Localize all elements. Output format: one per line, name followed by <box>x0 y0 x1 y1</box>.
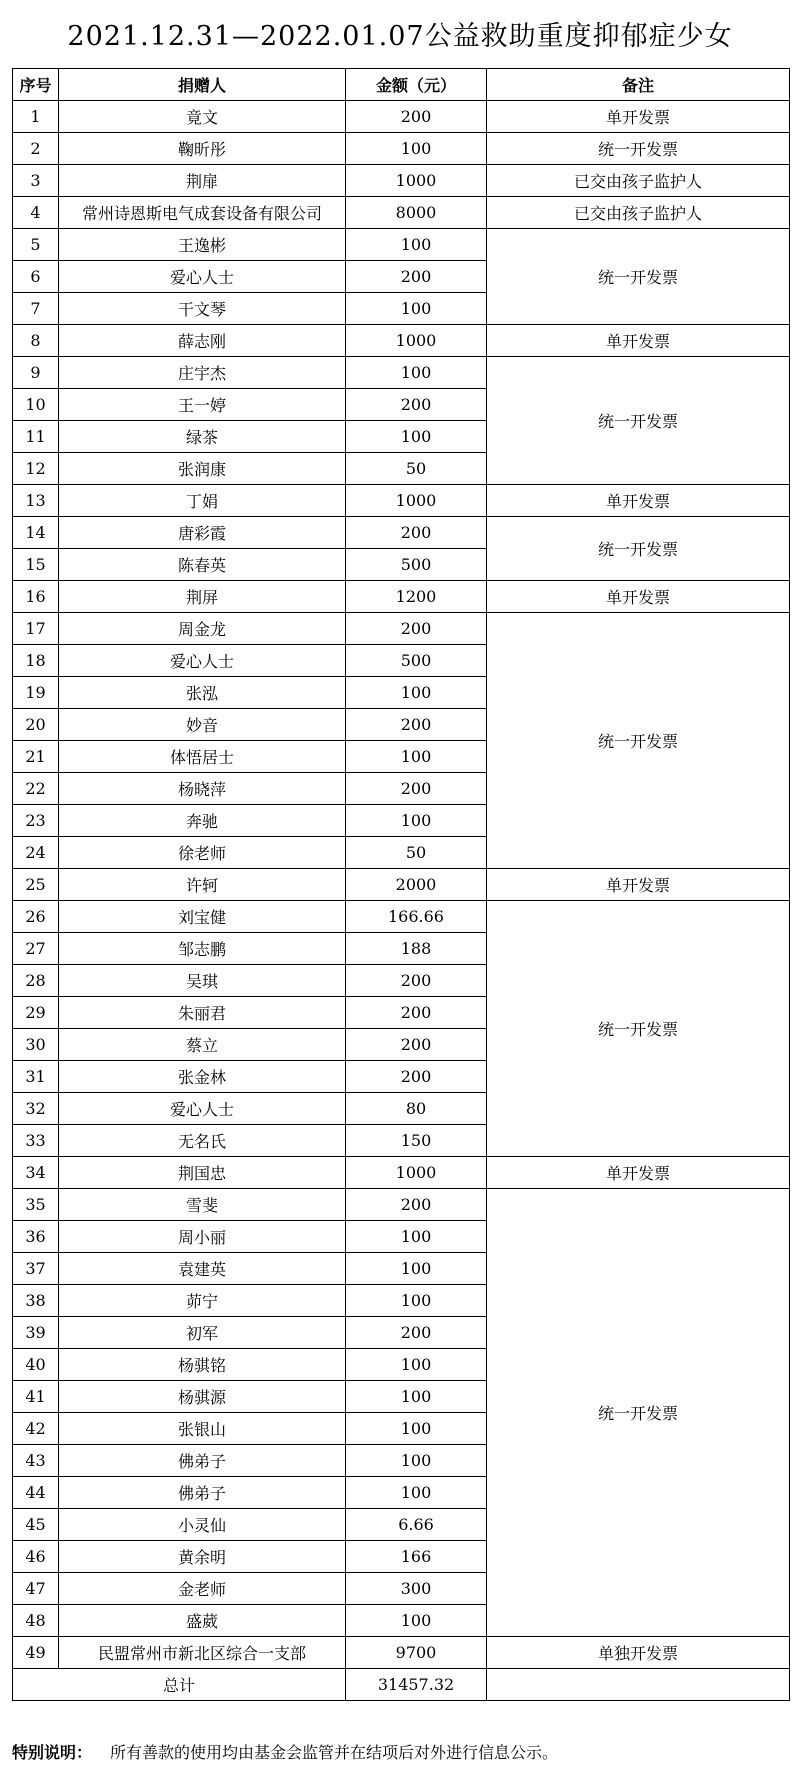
row-remark: 统一开发票 <box>487 229 790 325</box>
row-no: 10 <box>13 389 59 421</box>
row-no: 46 <box>13 1541 59 1573</box>
row-amount: 200 <box>346 613 487 645</box>
row-no: 32 <box>13 1093 59 1125</box>
row-amount: 500 <box>346 549 487 581</box>
row-donor: 无名氏 <box>59 1125 346 1157</box>
row-no: 47 <box>13 1573 59 1605</box>
row-no: 4 <box>13 197 59 229</box>
row-amount: 100 <box>346 1253 487 1285</box>
row-amount: 100 <box>346 1445 487 1477</box>
table-row <box>13 197 790 229</box>
row-donor: 雪斐 <box>59 1189 346 1221</box>
row-donor: 盛葳 <box>59 1605 346 1637</box>
table-row <box>13 1157 790 1189</box>
row-no: 6 <box>13 261 59 293</box>
header-no: 序号 <box>13 69 59 101</box>
row-donor: 荆扉 <box>59 165 346 197</box>
row-donor: 初军 <box>59 1317 346 1349</box>
table-row <box>13 1189 790 1221</box>
row-donor: 小灵仙 <box>59 1509 346 1541</box>
row-amount: 100 <box>346 741 487 773</box>
row-amount: 200 <box>346 101 487 133</box>
row-no: 28 <box>13 965 59 997</box>
total-row <box>13 1669 790 1701</box>
row-amount: 500 <box>346 645 487 677</box>
row-no: 23 <box>13 805 59 837</box>
row-donor: 杨骐铭 <box>59 1349 346 1381</box>
table-row <box>13 101 790 133</box>
row-donor: 绿茶 <box>59 421 346 453</box>
row-no: 11 <box>13 421 59 453</box>
row-remark: 统一开发票 <box>487 613 790 869</box>
row-donor: 常州诗恩斯电气成套设备有限公司 <box>59 197 346 229</box>
row-no: 35 <box>13 1189 59 1221</box>
row-amount: 100 <box>346 1285 487 1317</box>
row-donor: 张泓 <box>59 677 346 709</box>
note-label: 特别说明： <box>12 1743 93 1762</box>
row-no: 38 <box>13 1285 59 1317</box>
row-no: 42 <box>13 1413 59 1445</box>
row-no: 7 <box>13 293 59 325</box>
row-no: 44 <box>13 1477 59 1509</box>
row-amount: 1000 <box>346 485 487 517</box>
row-remark: 统一开发票 <box>487 517 790 581</box>
row-donor: 张银山 <box>59 1413 346 1445</box>
table-row <box>13 1637 790 1669</box>
row-amount: 200 <box>346 517 487 549</box>
row-donor: 张润康 <box>59 453 346 485</box>
row-no: 22 <box>13 773 59 805</box>
row-amount: 50 <box>346 453 487 485</box>
row-no: 37 <box>13 1253 59 1285</box>
row-donor: 张金林 <box>59 1061 346 1093</box>
table-row <box>13 581 790 613</box>
table-row <box>13 901 790 933</box>
row-amount: 200 <box>346 389 487 421</box>
row-donor: 朱丽君 <box>59 997 346 1029</box>
row-amount: 80 <box>346 1093 487 1125</box>
row-donor: 邹志鹏 <box>59 933 346 965</box>
table-header-row <box>13 69 790 101</box>
row-donor: 杨骐源 <box>59 1381 346 1413</box>
table-row <box>13 165 790 197</box>
row-no: 26 <box>13 901 59 933</box>
total-amount: 31457.32 <box>346 1669 487 1701</box>
row-donor: 王逸彬 <box>59 229 346 261</box>
row-no: 3 <box>13 165 59 197</box>
row-donor: 周小丽 <box>59 1221 346 1253</box>
row-amount: 100 <box>346 421 487 453</box>
row-donor: 刘宝健 <box>59 901 346 933</box>
row-donor: 吴琪 <box>59 965 346 997</box>
row-donor: 金老师 <box>59 1573 346 1605</box>
row-donor: 荆屏 <box>59 581 346 613</box>
row-remark: 统一开发票 <box>487 357 790 485</box>
row-no: 49 <box>13 1637 59 1669</box>
row-remark: 统一开发票 <box>487 901 790 1157</box>
row-no: 9 <box>13 357 59 389</box>
row-no: 39 <box>13 1317 59 1349</box>
row-amount: 8000 <box>346 197 487 229</box>
header-remark: 备注 <box>487 69 790 101</box>
row-amount: 1000 <box>346 1157 487 1189</box>
row-amount: 300 <box>346 1573 487 1605</box>
row-amount: 1000 <box>346 165 487 197</box>
row-donor: 蔡立 <box>59 1029 346 1061</box>
note-text: 所有善款的使用均由基金会监管并在结项后对外进行信息公示。 <box>110 1743 559 1762</box>
row-donor: 丁娟 <box>59 485 346 517</box>
row-no: 2 <box>13 133 59 165</box>
row-amount: 100 <box>346 133 487 165</box>
row-no: 15 <box>13 549 59 581</box>
table-row <box>13 613 790 645</box>
row-amount: 188 <box>346 933 487 965</box>
row-no: 40 <box>13 1349 59 1381</box>
row-no: 16 <box>13 581 59 613</box>
row-amount: 100 <box>346 805 487 837</box>
row-donor: 许轲 <box>59 869 346 901</box>
row-remark: 单开发票 <box>487 869 790 901</box>
row-amount: 1200 <box>346 581 487 613</box>
table-row <box>13 869 790 901</box>
row-donor: 爱心人士 <box>59 261 346 293</box>
row-no: 8 <box>13 325 59 357</box>
row-donor: 干文琴 <box>59 293 346 325</box>
row-amount: 100 <box>346 1221 487 1253</box>
row-amount: 100 <box>346 357 487 389</box>
row-donor: 奔驰 <box>59 805 346 837</box>
header-amount: 金额（元） <box>346 69 487 101</box>
row-no: 17 <box>13 613 59 645</box>
row-amount: 200 <box>346 965 487 997</box>
row-no: 48 <box>13 1605 59 1637</box>
row-donor: 黄余明 <box>59 1541 346 1573</box>
table-row <box>13 357 790 389</box>
row-donor: 荆国忠 <box>59 1157 346 1189</box>
row-no: 36 <box>13 1221 59 1253</box>
donation-table <box>12 68 790 1701</box>
table-row <box>13 485 790 517</box>
row-donor: 袁建英 <box>59 1253 346 1285</box>
row-no: 20 <box>13 709 59 741</box>
row-amount: 100 <box>346 677 487 709</box>
row-amount: 2000 <box>346 869 487 901</box>
row-no: 19 <box>13 677 59 709</box>
row-donor: 佛弟子 <box>59 1477 346 1509</box>
row-amount: 200 <box>346 1189 487 1221</box>
row-remark: 统一开发票 <box>487 1189 790 1637</box>
row-no: 29 <box>13 997 59 1029</box>
row-donor: 爱心人士 <box>59 1093 346 1125</box>
row-amount: 166 <box>346 1541 487 1573</box>
row-no: 31 <box>13 1061 59 1093</box>
total-label: 总计 <box>13 1669 346 1701</box>
row-remark: 统一开发票 <box>487 133 790 165</box>
row-amount: 200 <box>346 1029 487 1061</box>
row-donor: 佛弟子 <box>59 1445 346 1477</box>
table-row <box>13 325 790 357</box>
row-amount: 100 <box>346 1413 487 1445</box>
row-no: 1 <box>13 101 59 133</box>
row-amount: 100 <box>346 1381 487 1413</box>
row-amount: 200 <box>346 773 487 805</box>
row-amount: 100 <box>346 1349 487 1381</box>
row-no: 13 <box>13 485 59 517</box>
row-amount: 9700 <box>346 1637 487 1669</box>
row-amount: 166.66 <box>346 901 487 933</box>
row-no: 34 <box>13 1157 59 1189</box>
header-donor: 捐赠人 <box>59 69 346 101</box>
row-no: 45 <box>13 1509 59 1541</box>
table-row <box>13 517 790 549</box>
row-amount: 100 <box>346 293 487 325</box>
row-remark: 单开发票 <box>487 485 790 517</box>
table-row <box>13 229 790 261</box>
row-no: 24 <box>13 837 59 869</box>
row-no: 21 <box>13 741 59 773</box>
table-body <box>13 101 790 1669</box>
row-amount: 100 <box>346 1477 487 1509</box>
row-donor: 爱心人士 <box>59 645 346 677</box>
row-donor: 徐老师 <box>59 837 346 869</box>
row-no: 5 <box>13 229 59 261</box>
row-donor: 茆宁 <box>59 1285 346 1317</box>
row-no: 43 <box>13 1445 59 1477</box>
row-donor: 王一婷 <box>59 389 346 421</box>
row-donor: 薛志刚 <box>59 325 346 357</box>
row-remark: 单开发票 <box>487 325 790 357</box>
row-no: 25 <box>13 869 59 901</box>
row-donor: 鞠昕彤 <box>59 133 346 165</box>
row-no: 41 <box>13 1381 59 1413</box>
row-remark: 已交由孩子监护人 <box>487 165 790 197</box>
row-remark: 单开发票 <box>487 581 790 613</box>
row-no: 18 <box>13 645 59 677</box>
row-remark: 单开发票 <box>487 101 790 133</box>
row-donor: 唐彩霞 <box>59 517 346 549</box>
row-donor: 陈春英 <box>59 549 346 581</box>
row-remark: 已交由孩子监护人 <box>487 197 790 229</box>
page-title: 2021.12.31—2022.01.07公益救助重度抑郁症少女 <box>67 21 733 52</box>
row-no: 30 <box>13 1029 59 1061</box>
row-donor: 竟文 <box>59 101 346 133</box>
row-no: 12 <box>13 453 59 485</box>
row-amount: 1000 <box>346 325 487 357</box>
row-remark: 单开发票 <box>487 1157 790 1189</box>
row-donor: 妙音 <box>59 709 346 741</box>
row-remark: 单独开发票 <box>487 1637 790 1669</box>
row-donor: 民盟常州市新北区综合一支部 <box>59 1637 346 1669</box>
row-donor: 周金龙 <box>59 613 346 645</box>
row-amount: 200 <box>346 1061 487 1093</box>
row-no: 14 <box>13 517 59 549</box>
total-remark <box>487 1669 790 1701</box>
row-donor: 庄宇杰 <box>59 357 346 389</box>
row-amount: 50 <box>346 837 487 869</box>
row-amount: 200 <box>346 997 487 1029</box>
row-donor: 体悟居士 <box>59 741 346 773</box>
row-amount: 200 <box>346 1317 487 1349</box>
row-amount: 150 <box>346 1125 487 1157</box>
row-no: 27 <box>13 933 59 965</box>
table-row <box>13 133 790 165</box>
row-amount: 200 <box>346 709 487 741</box>
row-amount: 6.66 <box>346 1509 487 1541</box>
row-amount: 200 <box>346 261 487 293</box>
row-amount: 100 <box>346 1605 487 1637</box>
row-no: 33 <box>13 1125 59 1157</box>
row-donor: 杨晓萍 <box>59 773 346 805</box>
special-note <box>12 1740 558 1763</box>
row-amount: 100 <box>346 229 487 261</box>
